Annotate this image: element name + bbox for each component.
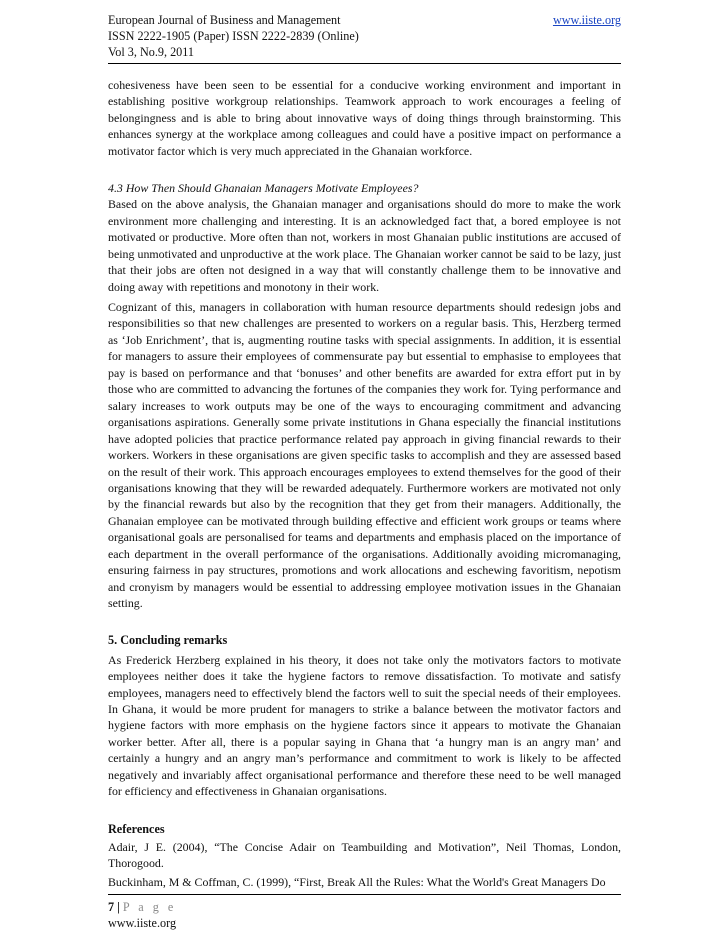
page-label: P a g e xyxy=(122,900,177,915)
document-page xyxy=(108,12,621,931)
reference-item: Buckinham, M & Coffman, C. (1999), “First, Break All the Rules: What the World's Great Managers Do xyxy=(108,874,606,889)
volume-line: Vol 3, No.9, 2011 xyxy=(108,45,194,59)
header-url-link[interactable]: www.iiste.org xyxy=(552,13,621,27)
reference-item: Adair, J E. (2004), “The Concise Adair on Teambuilding and Motivation”, Neil Thomas, London, Thorogood. xyxy=(108,839,621,871)
subsection-heading-4-3: 4.3 How Then Should Ghanaian Managers Motivate Employees? xyxy=(108,181,419,196)
footer-separator: | xyxy=(117,900,120,915)
section-heading-concluding-remarks: 5. Concluding remarks xyxy=(108,632,228,647)
footer-rule xyxy=(108,894,621,895)
issn-line: ISSN 2222-1905 (Paper) ISSN 2222-2839 (Online) xyxy=(108,29,359,43)
paragraph-cognizant: Cognizant of this, managers in collaboration with human resource departments should redesign jobs and responsibilities so that new challenges are presented to workers on a regular basis. This, Herzberg termed as ‘Job Enrichment’, that is, augmenting routine tasks with special assignments. In addition, it is essential for managers to assure their employees of commensurate pay but essential to emphasise to employees that pay is based on performance and that ‘bonuses’ and other benefits are awarded for extra effort put in by those who are committed to advancing the fortunes of the companies they work for. Tying performance and salary increases to work outputs may be one of the ways to encouraging commitment and advancing organisations aspirations. Generally some private institutions in Ghana especially the financial institutions have adopted policies that practice performance related pay approach in giving financial rewards to their workers. Workers in these organisations are given specific tasks to accomplish and they are assessed based on the result of their work. This approach encourages employees to extend themselves for the good of their organisations knowing that they will be rewarded adequately. Furthermore workers are motivated not only by the financial rewards but also by the recognition that they get from their managers. Additionally, the Ghanaian employee can be motivated through building effective and efficient work groups or teams where organisational goals are personalised for teams and departments and emphasis placed on the importance of each department in the overall performance of the organisations. Additionally avoiding micromanaging, ensuring fairness in pay structures, promotions and work allocations and eschewing favoritism, nepotism and cronyism by managers would be essential to addressing employee motivation issues in the Ghanaian setting. xyxy=(108,299,621,611)
page-number: 7 xyxy=(108,900,115,915)
references-heading: References xyxy=(108,821,165,836)
header-rule xyxy=(108,63,621,64)
journal-name: European Journal of Business and Management xyxy=(108,13,341,27)
paragraph-cohesiveness: cohesiveness have been seen to be essential for a conducive working environment and important in establishing positive workgroup relationships. Teamwork approach to work encourages a feeling of belongingness and is able to bring about innovative ways of doing things through brainstorming. This enhances synergy at the workplace among colleagues and could have a positive impact on performance a motivator factor which is very much appreciated in the Ghanaian workforce. xyxy=(108,78,621,158)
footer-url: www.iiste.org xyxy=(108,916,177,931)
page-footer xyxy=(108,899,621,931)
running-header xyxy=(108,12,621,60)
paragraph-conclusion: As Frederick Herzberg explained in his theory, it does not take only the motivators factors to motivate employees neither does it take the hygiene factors to remove dissatisfaction. To motivate and satisfy employees, managers need to effectively blend the factors well to suit the special needs of their employees. In Ghana, it would be more prudent for managers to strike a balance between the motivator factors and hygiene factors with more emphasis on the hygiene factors since it appears to motivate the Ghanaian worker better. After all, there is a popular saying in Ghana that ‘a hungry man is an angry man’ and certainly a hungry and an angry man’s performance and commitment to work is likely to be affected negatively and invariably affect organisational performance and therefore these need to be well managed for efficiency and effectiveness in Ghanaian organisations. xyxy=(108,652,621,799)
paragraph-analysis: Based on the above analysis, the Ghanaian manager and organisations should do more to make the work environment more challenging and interesting. It is an acknowledged fact that, a bored employee is not motivated or productive. More often than not, workers in most Ghanaian public institutions are accused of being unmotivated and unproductive at the work place. The Ghanaian worker cannot be said to be lazy, just that their jobs are often not designed in a way that will constantly challenge them to be innovative and doing away with repetitions and monotony in their work. xyxy=(108,197,621,294)
